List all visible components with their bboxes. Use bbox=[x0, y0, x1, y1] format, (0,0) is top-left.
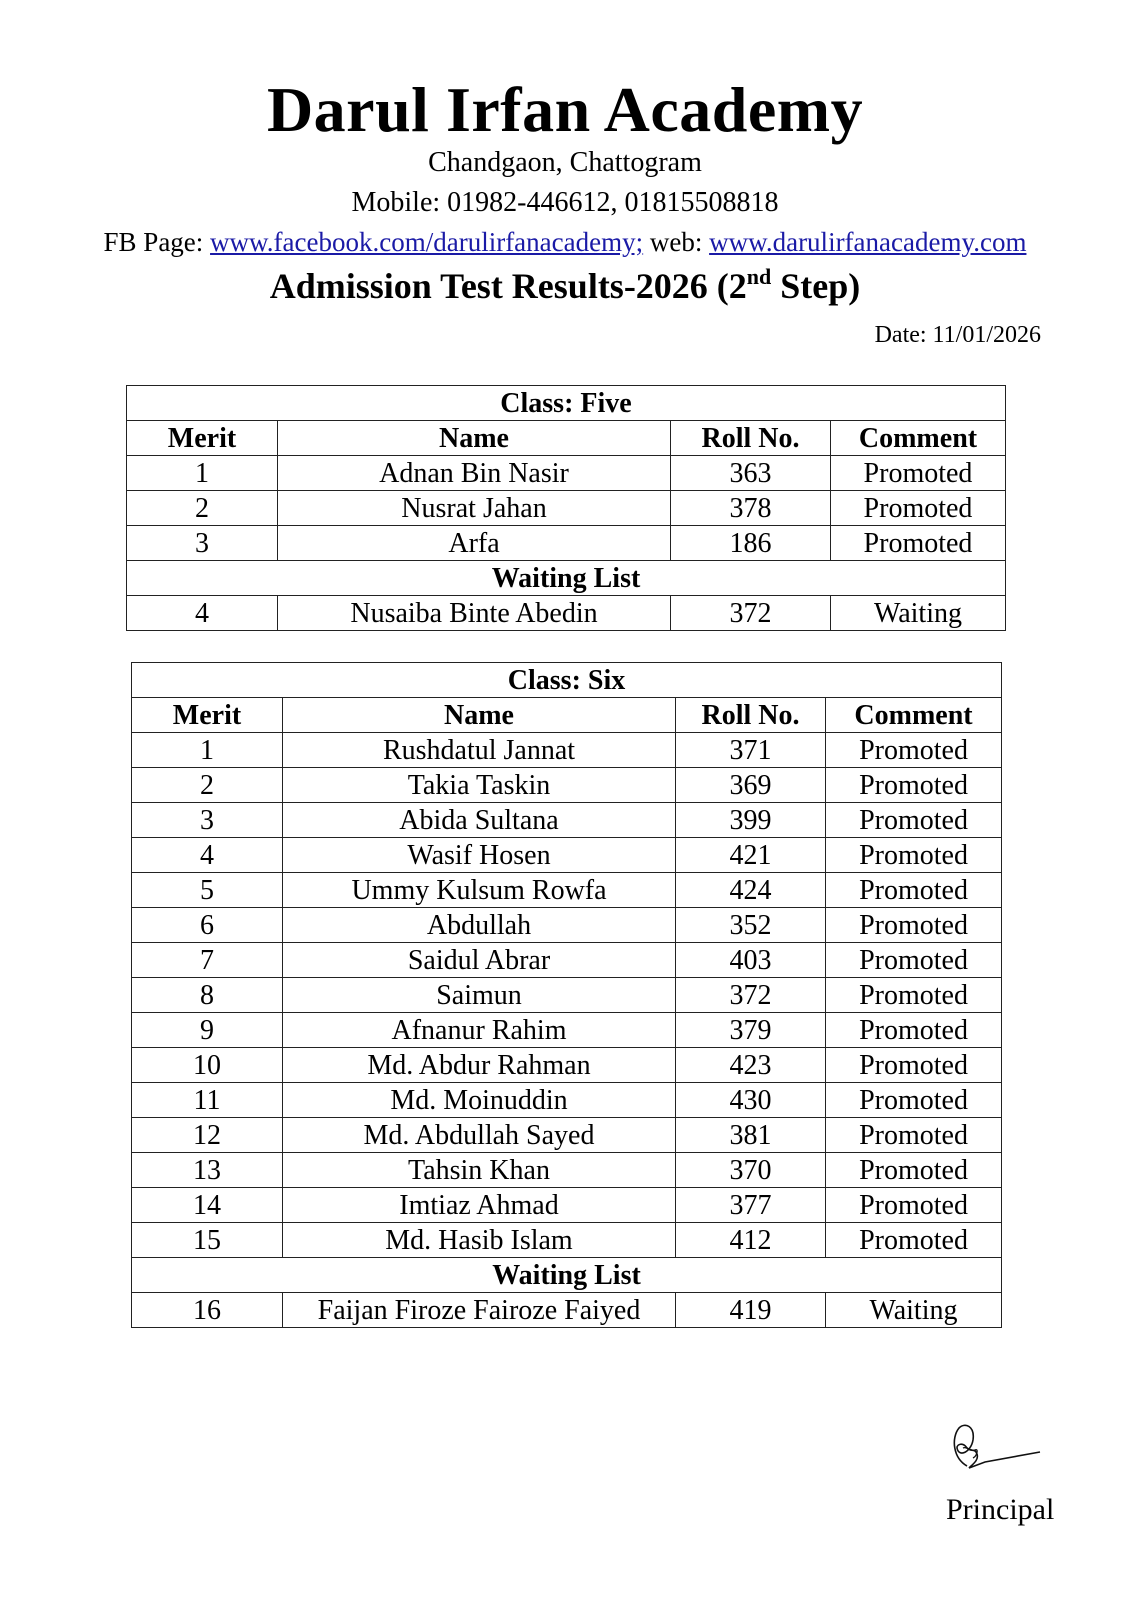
cell-roll: 186 bbox=[671, 526, 831, 561]
cell-name: Tahsin Khan bbox=[283, 1153, 676, 1188]
column-header-row bbox=[127, 421, 1006, 456]
cell-comment: Promoted bbox=[826, 943, 1002, 978]
result-title-step: Step) bbox=[771, 266, 861, 306]
web-label: web: bbox=[649, 227, 703, 257]
institution-address: Chandgaon, Chattogram bbox=[428, 147, 702, 178]
cell-roll: 377 bbox=[676, 1188, 826, 1223]
cell-comment: Waiting bbox=[826, 1293, 1002, 1328]
cell-comment: Promoted bbox=[826, 908, 1002, 943]
result-row bbox=[127, 491, 1006, 526]
signatory-title: Principal bbox=[946, 1493, 1055, 1526]
cell-name: Rushdatul Jannat bbox=[283, 733, 676, 768]
cell-name: Abdullah bbox=[283, 908, 676, 943]
cell-roll: 381 bbox=[676, 1118, 826, 1153]
result-row bbox=[132, 1118, 1002, 1153]
result-row bbox=[132, 733, 1002, 768]
cell-roll: 372 bbox=[676, 978, 826, 1013]
cell-name: Arfa bbox=[278, 526, 671, 561]
cell-merit: 13 bbox=[132, 1153, 283, 1188]
cell-name: Faijan Firoze Fairoze Faiyed bbox=[283, 1293, 676, 1328]
cell-roll: 423 bbox=[676, 1048, 826, 1083]
result-title bbox=[0, 264, 1130, 308]
cell-merit: 1 bbox=[132, 733, 283, 768]
result-row bbox=[132, 1188, 1002, 1223]
cell-roll: 379 bbox=[676, 1013, 826, 1048]
cell-roll: 430 bbox=[676, 1083, 826, 1118]
class-title-row bbox=[132, 663, 1002, 698]
cell-roll: 369 bbox=[676, 768, 826, 803]
cell-merit: 2 bbox=[127, 491, 278, 526]
cell-comment: Promoted bbox=[826, 1013, 1002, 1048]
cell-merit: 16 bbox=[132, 1293, 283, 1328]
result-row bbox=[132, 1083, 1002, 1118]
cell-merit: 14 bbox=[132, 1188, 283, 1223]
cell-merit: 1 bbox=[127, 456, 278, 491]
cell-comment: Promoted bbox=[826, 1188, 1002, 1223]
result-row bbox=[132, 1048, 1002, 1083]
cell-name: Md. Abdur Rahman bbox=[283, 1048, 676, 1083]
cell-name: Nusaiba Binte Abedin bbox=[278, 596, 671, 631]
cell-roll: 403 bbox=[676, 943, 826, 978]
cell-comment: Promoted bbox=[826, 1083, 1002, 1118]
result-row bbox=[132, 908, 1002, 943]
cell-name: Saimun bbox=[283, 978, 676, 1013]
cell-roll: 352 bbox=[676, 908, 826, 943]
fb-label: FB Page: bbox=[103, 227, 204, 257]
cell-merit: 3 bbox=[127, 526, 278, 561]
waiting-list-header-row bbox=[132, 1258, 1002, 1293]
cell-name: Md. Moinuddin bbox=[283, 1083, 676, 1118]
cell-comment: Promoted bbox=[831, 491, 1006, 526]
cell-merit: 6 bbox=[132, 908, 283, 943]
signature-icon bbox=[945, 1418, 1065, 1478]
cell-name: Imtiaz Ahmad bbox=[283, 1188, 676, 1223]
cell-comment: Promoted bbox=[826, 1118, 1002, 1153]
result-row bbox=[132, 803, 1002, 838]
cell-comment: Promoted bbox=[826, 803, 1002, 838]
column-header-comment: Comment bbox=[831, 421, 1006, 456]
class-title: Class: Six bbox=[132, 663, 1002, 698]
mobile-label: Mobile: bbox=[351, 187, 441, 218]
cell-name: Nusrat Jahan bbox=[278, 491, 671, 526]
cell-comment: Promoted bbox=[826, 873, 1002, 908]
result-row bbox=[127, 456, 1006, 491]
cell-roll: 363 bbox=[671, 456, 831, 491]
result-title-main: Admission Test Results-2026 (2 bbox=[269, 266, 747, 306]
column-header-row bbox=[132, 698, 1002, 733]
cell-name: Md. Hasib Islam bbox=[283, 1223, 676, 1258]
cell-merit: 12 bbox=[132, 1118, 283, 1153]
result-row bbox=[132, 838, 1002, 873]
contact-links bbox=[0, 226, 1130, 258]
cell-comment: Promoted bbox=[831, 526, 1006, 561]
column-header-merit: Merit bbox=[127, 421, 278, 456]
cell-name: Wasif Hosen bbox=[283, 838, 676, 873]
cell-comment: Promoted bbox=[826, 1223, 1002, 1258]
cell-merit: 11 bbox=[132, 1083, 283, 1118]
waiting-list-title: Waiting List bbox=[132, 1258, 1002, 1293]
facebook-link[interactable]: www.facebook.com/darulirfanacademy; bbox=[210, 227, 644, 257]
class-five-table bbox=[126, 385, 1006, 631]
result-row bbox=[132, 1153, 1002, 1188]
waiting-row bbox=[132, 1293, 1002, 1328]
cell-merit: 9 bbox=[132, 1013, 283, 1048]
waiting-list-title: Waiting List bbox=[127, 561, 1006, 596]
cell-merit: 8 bbox=[132, 978, 283, 1013]
cell-roll: 378 bbox=[671, 491, 831, 526]
cell-comment: Promoted bbox=[826, 1048, 1002, 1083]
cell-roll: 371 bbox=[676, 733, 826, 768]
column-header-roll: Roll No. bbox=[676, 698, 826, 733]
cell-merit: 3 bbox=[132, 803, 283, 838]
cell-comment: Promoted bbox=[831, 456, 1006, 491]
result-row bbox=[132, 873, 1002, 908]
class-six-table bbox=[131, 662, 1002, 1328]
result-date: Date: 11/01/2026 bbox=[874, 322, 1041, 348]
column-header-name: Name bbox=[283, 698, 676, 733]
cell-merit: 4 bbox=[132, 838, 283, 873]
cell-merit: 10 bbox=[132, 1048, 283, 1083]
cell-comment: Waiting bbox=[831, 596, 1006, 631]
result-row bbox=[132, 768, 1002, 803]
cell-roll: 419 bbox=[676, 1293, 826, 1328]
column-header-name: Name bbox=[278, 421, 671, 456]
cell-merit: 4 bbox=[127, 596, 278, 631]
contact-mobile bbox=[0, 186, 1130, 220]
cell-roll: 399 bbox=[676, 803, 826, 838]
cell-name: Ummy Kulsum Rowfa bbox=[283, 873, 676, 908]
result-row bbox=[127, 526, 1006, 561]
result-row bbox=[132, 1013, 1002, 1048]
waiting-row bbox=[127, 596, 1006, 631]
class-title-row bbox=[127, 386, 1006, 421]
cell-roll: 372 bbox=[671, 596, 831, 631]
cell-merit: 5 bbox=[132, 873, 283, 908]
waiting-list-header-row bbox=[127, 561, 1006, 596]
result-row bbox=[132, 978, 1002, 1013]
cell-name: Takia Taskin bbox=[283, 768, 676, 803]
cell-name: Md. Abdullah Sayed bbox=[283, 1118, 676, 1153]
cell-merit: 7 bbox=[132, 943, 283, 978]
cell-comment: Promoted bbox=[826, 768, 1002, 803]
cell-name: Adnan Bin Nasir bbox=[278, 456, 671, 491]
cell-roll: 421 bbox=[676, 838, 826, 873]
cell-comment: Promoted bbox=[826, 838, 1002, 873]
website-link[interactable]: www.darulirfanacademy.com bbox=[709, 227, 1027, 257]
cell-roll: 370 bbox=[676, 1153, 826, 1188]
cell-comment: Promoted bbox=[826, 1153, 1002, 1188]
cell-name: Afnanur Rahim bbox=[283, 1013, 676, 1048]
institution-name: Darul Irfan Academy bbox=[266, 74, 864, 145]
cell-name: Saidul Abrar bbox=[283, 943, 676, 978]
column-header-roll: Roll No. bbox=[671, 421, 831, 456]
class-title: Class: Five bbox=[127, 386, 1006, 421]
cell-merit: 15 bbox=[132, 1223, 283, 1258]
column-header-merit: Merit bbox=[132, 698, 283, 733]
result-title-ordinal: nd bbox=[746, 264, 772, 289]
cell-merit: 2 bbox=[132, 768, 283, 803]
cell-name: Abida Sultana bbox=[283, 803, 676, 838]
cell-roll: 424 bbox=[676, 873, 826, 908]
column-header-comment: Comment bbox=[826, 698, 1002, 733]
mobile-numbers: 01982-446612, 01815508818 bbox=[447, 187, 779, 218]
result-row bbox=[132, 943, 1002, 978]
cell-comment: Promoted bbox=[826, 733, 1002, 768]
cell-comment: Promoted bbox=[826, 978, 1002, 1013]
cell-roll: 412 bbox=[676, 1223, 826, 1258]
result-row bbox=[132, 1223, 1002, 1258]
